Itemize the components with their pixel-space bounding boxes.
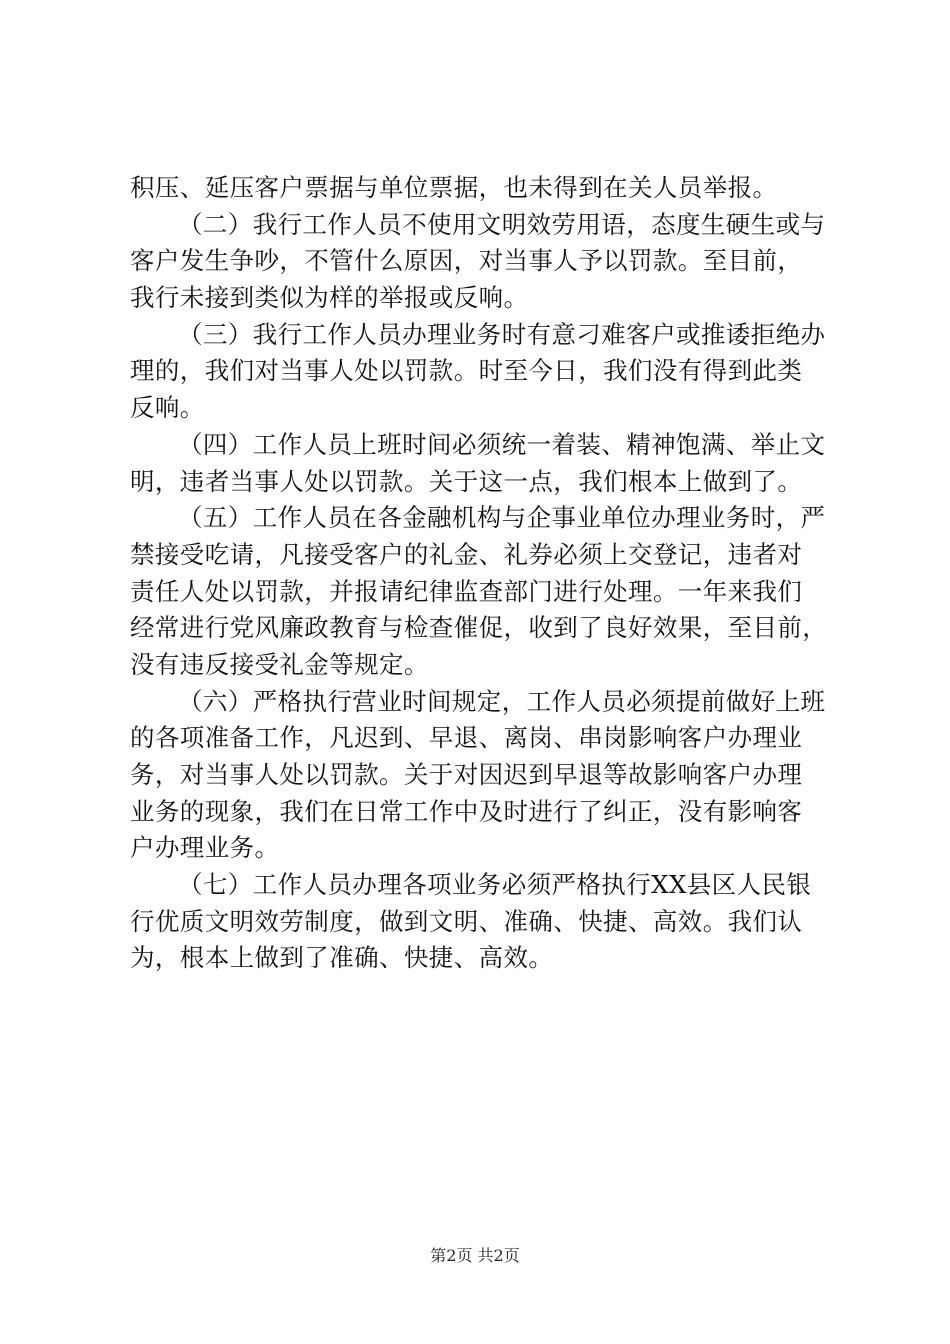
text-line: 理的，我们对当事人处以罚款。时至今日，我们没有得到此类 xyxy=(130,356,803,386)
text-line: 的各项准备工作，凡迟到、早退、离岗、串岗影响客户办理业 xyxy=(130,723,803,753)
text-line: 积压、延压客户票据与单位票据，也未得到在关人员举报。 xyxy=(130,173,778,202)
page-number-footer: 第2页 共2页 xyxy=(430,1246,520,1265)
text-line: 户办理业务。 xyxy=(130,833,280,863)
text-line: （二）我行工作人员不使用文明效劳用语，态度生硬生或与 xyxy=(178,209,826,239)
text-line: 经常进行党风廉政教育与检查催促，收到了良好效果，至目前， xyxy=(130,613,828,643)
text-line: 我行未接到类似为样的举报或反响。 xyxy=(130,283,529,313)
text-line: 行优质文明效劳制度，做到文明、准确、快捷、高效。我们认 xyxy=(130,906,803,936)
text-line: （六）严格执行营业时间规定，工作人员必须提前做好上班 xyxy=(178,686,826,716)
text-line: 务，对当事人处以罚款。关于对因迟到早退等故影响客户办理 xyxy=(130,760,803,789)
text-line: 禁接受吃请，凡接受客户的礼金、礼券必须上交登记，违者对 xyxy=(130,539,803,569)
text-line: （五）工作人员在各金融机构与企事业单位办理业务时，严 xyxy=(178,503,826,533)
text-line: （三）我行工作人员办理业务时有意刁难客户或推诿拒绝办 xyxy=(178,319,826,349)
text-line: 反响。 xyxy=(130,393,205,423)
text-line: 责任人处以罚款，并报请纪律监查部门进行处理。一年来我们 xyxy=(130,576,803,606)
text-line: 客户发生争吵，不管什么原因，对当事人予以罚款。至目前， xyxy=(130,246,803,276)
text-line: 明，违者当事人处以罚款。关于这一点，我们根本上做到了。 xyxy=(130,466,803,496)
document-body xyxy=(130,170,830,977)
text-line: 业务的现象，我们在日常工作中及时进行了纠正，没有影响客 xyxy=(130,796,803,826)
text-line: （七）工作人员办理各项业务必须严格执行XX县区人民银 xyxy=(178,870,812,900)
text-line: 没有违反接受礼金等规定。 xyxy=(130,649,429,679)
text-line: 为，根本上做到了准确、快捷、高效。 xyxy=(130,943,554,973)
text-line: （四）工作人员上班时间必须统一着装、精神饱满、举止文 xyxy=(178,429,826,459)
